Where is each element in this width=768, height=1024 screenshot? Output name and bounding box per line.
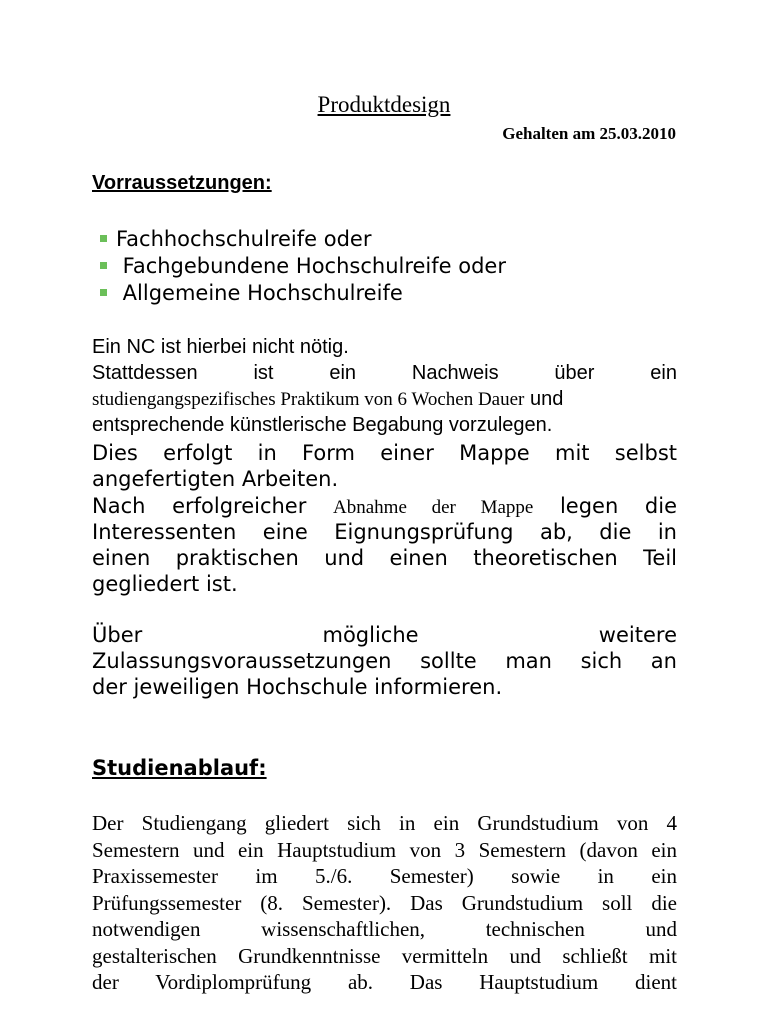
text-line: notwendigen wissenschaftlichen, technischen und xyxy=(92,917,677,941)
text-line: Interessenten eine Eignungsprüfung ab, die in xyxy=(92,520,677,544)
list-item-text: Allgemeine Hochschulreife xyxy=(116,281,403,305)
paragraph-further-requirements xyxy=(92,622,677,700)
text-line: Der Studiengang gliedert sich in ein Grundstudium von 4 xyxy=(92,811,677,835)
paragraph-study-structure xyxy=(92,810,677,996)
text-line: angefertigten Arbeiten. xyxy=(92,467,339,491)
text-line: entsprechende künstlerische Begabung vorzulegen. xyxy=(92,414,553,436)
text-line: Über mögliche weitere xyxy=(92,623,677,647)
paragraph-nc xyxy=(92,334,677,438)
list-item-text: Fachhochschulreife oder xyxy=(116,227,372,251)
text-line: der Vordiplomprüfung ab. Das Hauptstudium dient xyxy=(92,970,677,994)
section-heading-study-program: Studienablauf: xyxy=(92,756,267,780)
text-line: der jeweiligen Hochschule informieren. xyxy=(92,675,503,699)
date-line: Gehalten am 25.03.2010 xyxy=(502,124,676,143)
text-line xyxy=(92,386,677,412)
paragraph-aptitude-test xyxy=(92,493,677,597)
text-span: studiengangspezifisches Praktikum von 6 Wochen Dauer xyxy=(92,389,525,410)
text-line xyxy=(92,493,677,519)
text-line: Praxissemester im 5./6. Semester) sowie in ein xyxy=(92,864,677,888)
prerequisites-list xyxy=(100,226,506,307)
text-line: Dies erfolgt in Form einer Mappe mit selbst xyxy=(92,441,677,465)
list-item-text: Fachgebundene Hochschulreife oder xyxy=(116,254,506,278)
text-line: Prüfungssemester (8. Semester). Das Grundstudium soll die xyxy=(92,890,677,915)
text-line: Zulassungsvoraussetzungen sollte man sich an xyxy=(92,649,677,673)
paragraph-portfolio xyxy=(92,440,677,492)
text-line: einen praktischen und einen theoretischen Teil xyxy=(92,546,677,570)
section-heading-prerequisites: Vorraussetzungen: xyxy=(92,172,272,194)
bullet-icon xyxy=(100,235,107,242)
text-span: und xyxy=(524,388,564,410)
text-line: Stattdessen ist ein Nachweis über ein xyxy=(92,362,677,384)
text-line: gegliedert ist. xyxy=(92,572,238,596)
list-item xyxy=(100,253,506,280)
text-line: Ein NC ist hierbei nicht nötig. xyxy=(92,336,349,358)
bullet-icon xyxy=(100,262,107,269)
list-item xyxy=(100,226,506,253)
text-line: gestalterischen Grundkenntnisse vermitteln und schließt mit xyxy=(92,943,677,968)
text-span: legen die xyxy=(533,494,677,518)
document-title: Produktdesign xyxy=(317,92,451,117)
list-item xyxy=(100,280,506,307)
text-span: Nach erfolgreicher xyxy=(92,494,334,518)
bullet-icon xyxy=(100,289,107,296)
text-span: Abnahme der Mappe xyxy=(333,497,534,518)
text-line: Semestern und ein Hauptstudium von 3 Semestern (davon ein xyxy=(92,837,677,862)
